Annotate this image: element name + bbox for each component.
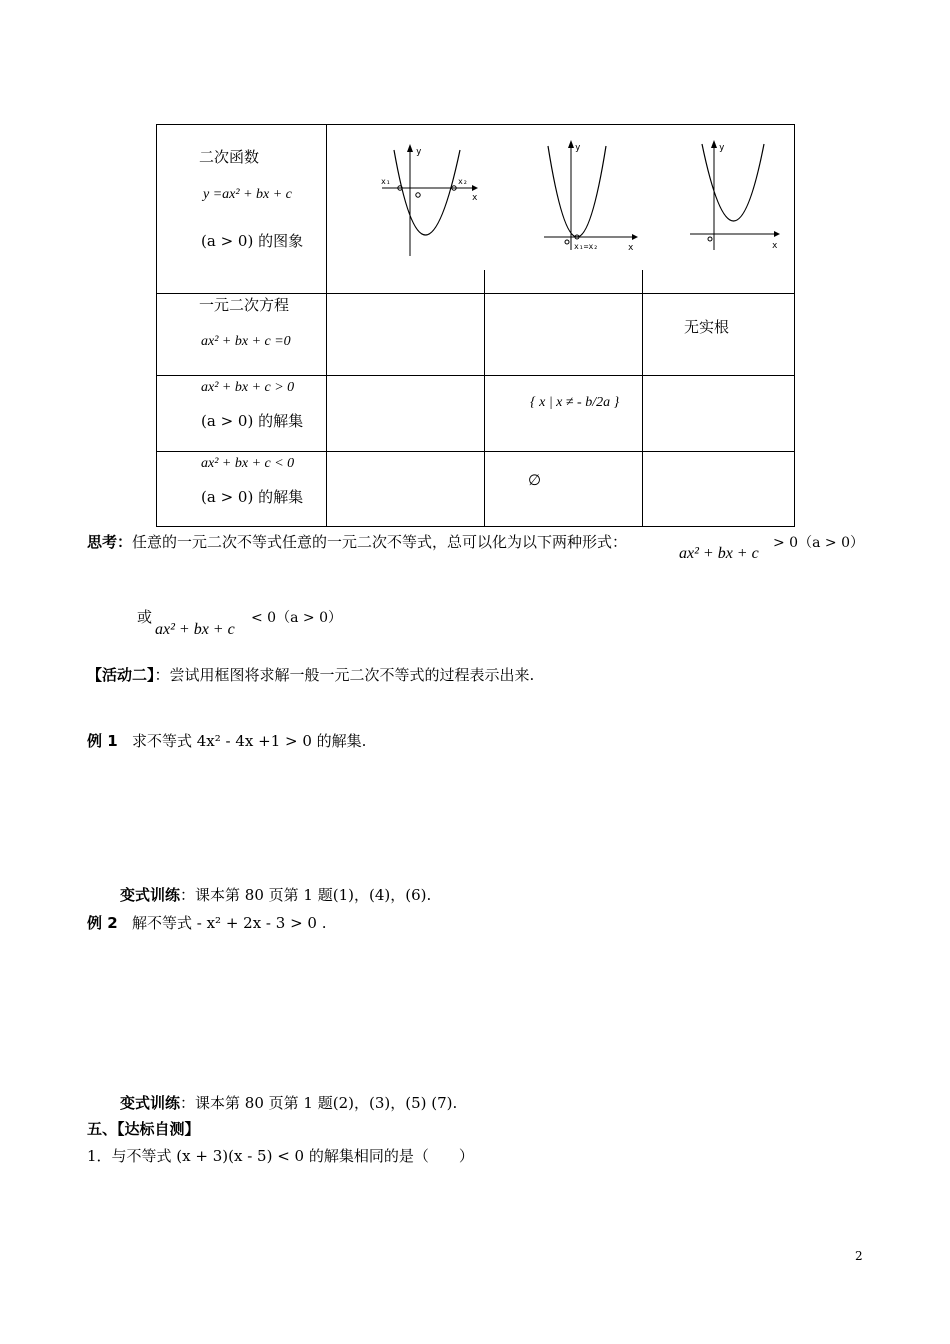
section5-heading: 五、【达标自测】: [87, 1120, 200, 1138]
graph1-x1-label: x₁: [381, 177, 391, 186]
think-paragraph: [87, 531, 627, 552]
page-number: 2: [855, 1249, 863, 1263]
row2-label-title: 一元二次方程: [199, 296, 290, 314]
variant2-label: 变式训练: [120, 1094, 181, 1112]
graph2-x12-label: x₁=x₂: [574, 242, 599, 251]
parabola-graph-no-roots: [688, 138, 783, 253]
example1-label: 例 1: [87, 732, 118, 750]
think-condition-1: > 0（a > 0）: [773, 535, 864, 551]
activity2-paragraph: [87, 664, 534, 685]
graph3-y-label: y: [719, 143, 725, 153]
example2-paragraph: [87, 912, 327, 933]
think-expression-2: ax² + bx + c: [155, 621, 235, 638]
graph1-y-label: y: [416, 147, 422, 157]
graph1-x2-label: x₂: [458, 177, 468, 186]
graph2-y-label: y: [575, 143, 581, 153]
graph1-x-label: x: [472, 193, 478, 203]
example2-label: 例 2: [87, 914, 118, 932]
example1-text: 求不等式 4x² - 4x +1 > 0 的解集.: [131, 732, 367, 750]
row2-no-real-roots: 无实根: [684, 318, 730, 336]
row3-solution-set: { x | x ≠ - b/2a }: [530, 395, 620, 410]
think-text: 任意的一元二次不等式任意的一元二次不等式，总可以化为以下两种形式：: [132, 533, 628, 551]
graph3-x-label: x: [772, 241, 778, 251]
table-col-divider-2: [484, 270, 485, 526]
variant1-text: ：课本第 80 页第 1 题(1)，(4)，(6).: [180, 886, 432, 904]
example1-paragraph: [87, 730, 366, 751]
row3-label-inequality: ax² + bx + c > 0: [201, 380, 295, 395]
variant1-paragraph: [120, 884, 431, 905]
think-condition-2: < 0（a > 0）: [251, 610, 342, 626]
variant2-text: ：课本第 80 页第 1 题(2)，(3)，(5) (7).: [180, 1094, 458, 1112]
row4-label-inequality: ax² + bx + c < 0: [201, 456, 295, 471]
row1-label-title: 二次函数: [199, 148, 260, 166]
think-label: 思考：: [87, 533, 133, 551]
table-row-divider-3: [156, 451, 794, 452]
table-col-divider-1: [326, 124, 327, 526]
variant1-label: 变式训练: [120, 886, 181, 904]
variant2-paragraph: [120, 1092, 457, 1113]
table-row-divider-2: [156, 375, 794, 376]
row4-label-condition: (a > 0) 的解集: [201, 488, 304, 506]
think-expression-1: ax² + bx + c: [679, 545, 759, 562]
row3-label-condition: (a > 0) 的解集: [201, 412, 304, 430]
example2-text: 解不等式 - x² + 2x - 3 > 0 .: [131, 914, 327, 932]
row4-empty-set: ∅: [528, 471, 542, 489]
row1-label-condition: (a > 0) 的图象: [201, 232, 304, 250]
table-col-divider-3: [642, 270, 643, 526]
row2-label-equation: ax² + bx + c =0: [201, 334, 291, 349]
parabola-graph-two-roots: [378, 140, 478, 260]
question1-text: 1．与不等式 (x + 3)(x - 5) < 0 的解集相同的是（ ）: [87, 1147, 474, 1165]
think-or: 或: [137, 608, 153, 626]
graph2-x-label: x: [628, 243, 634, 253]
activity2-label: 【活动二】: [87, 666, 155, 684]
activity2-text: ：尝试用框图将求解一般一元二次不等式的过程表示出来.: [154, 666, 535, 684]
parabola-graph-one-root: [540, 138, 640, 256]
row1-label-function: y =ax² + bx + c: [203, 187, 292, 202]
